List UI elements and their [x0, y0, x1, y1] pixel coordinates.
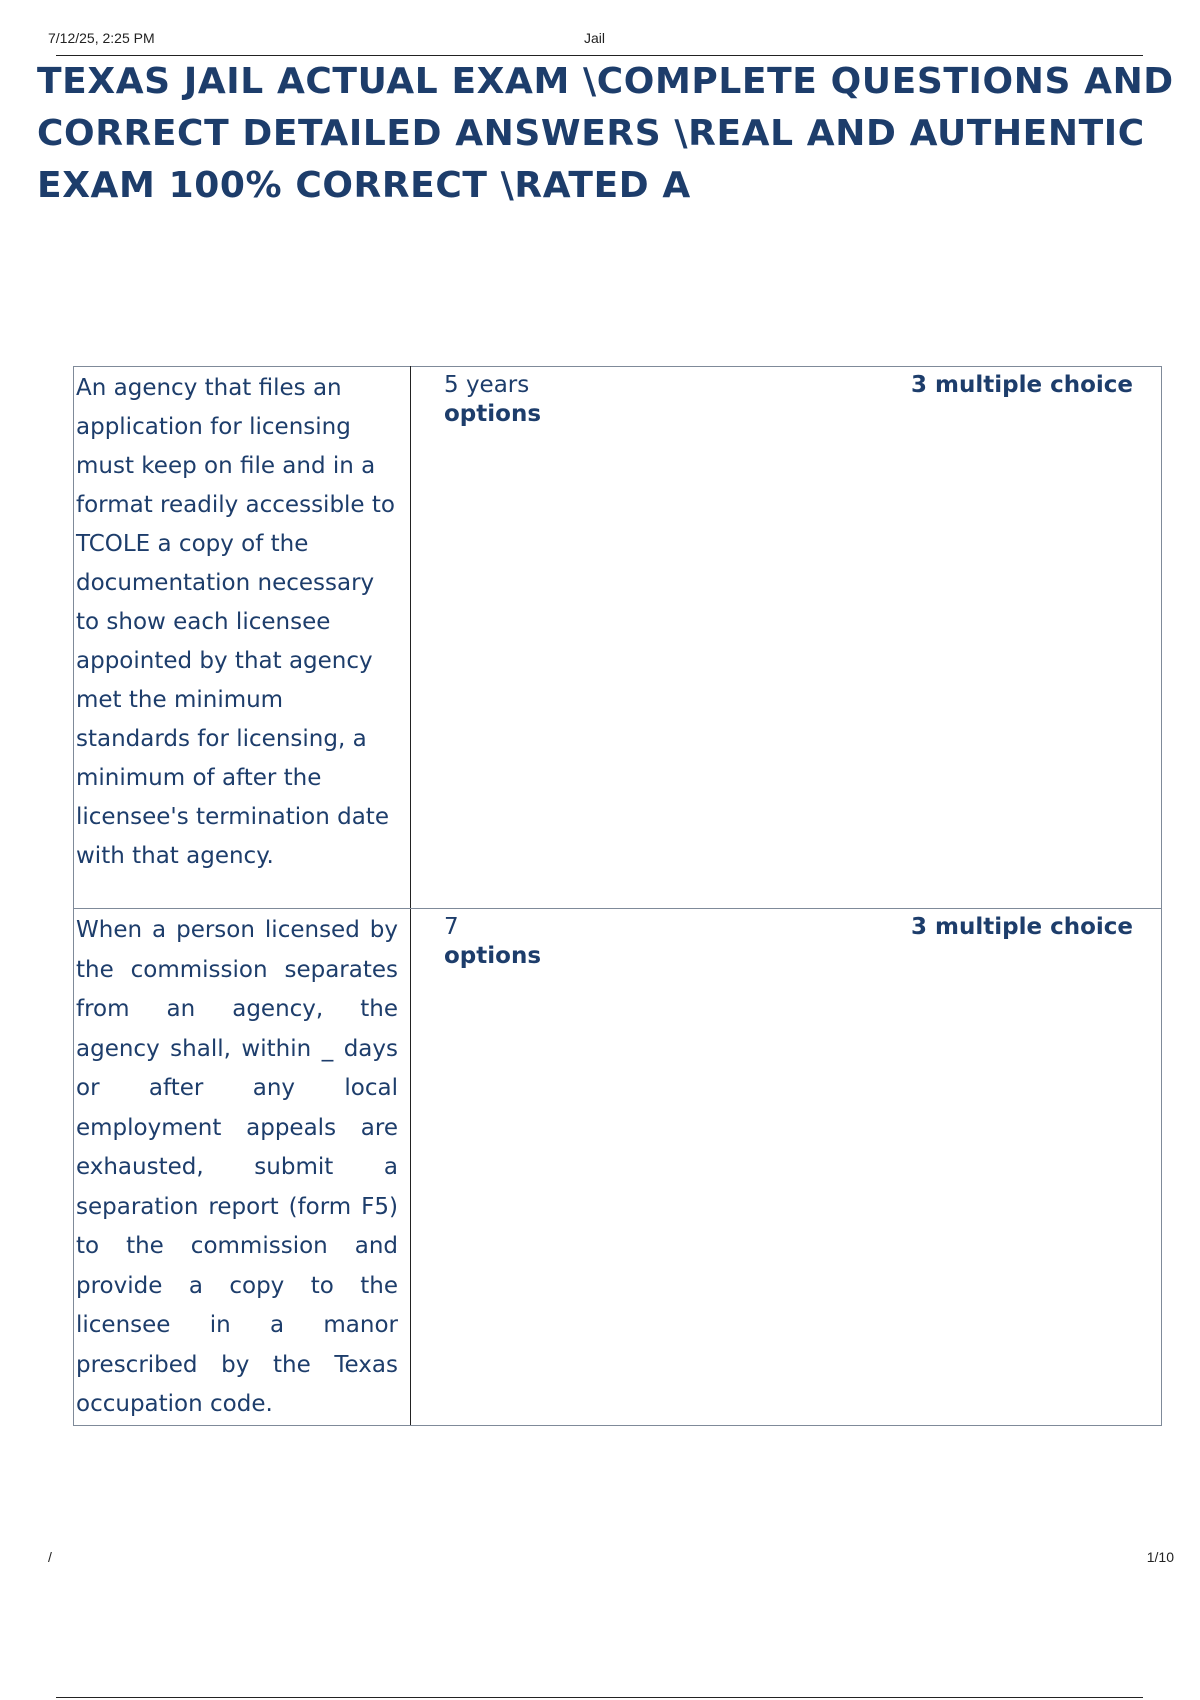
answer [444, 371, 541, 429]
question-type: 3 multiple choice [911, 372, 1133, 398]
question-text: When a person licensed by the commission separates from an agency, the agency shall, within _ days or after any local employment appeals are exhausted, submit a separation report (form F5) to the commission and provide a copy to the licensee in a manor prescribed by the Texas occupation code. [76, 917, 398, 1417]
answer-cell [411, 909, 1162, 1426]
question-cell [74, 909, 411, 1426]
document-title: TEXAS JAIL ACTUAL EXAM \COMPLETE QUESTIONS AND CORRECT DETAILED ANSWERS \REAL AND AUTHENTIC EXAM 100% CORRECT \RATED A [37, 61, 1174, 206]
print-page-title: Jail [584, 30, 606, 46]
question-cell [74, 367, 411, 909]
bottom-divider [56, 1697, 1143, 1698]
answer-value: 5 years [444, 372, 530, 398]
page-number: 1/10 [1146, 1549, 1174, 1565]
print-header [48, 28, 1174, 58]
qa-table [73, 366, 1162, 1426]
footer-url: / [48, 1549, 52, 1565]
print-date: 7/12/25, 2:25 PM [48, 30, 155, 46]
question-type: 3 multiple choice [911, 914, 1133, 940]
answer-options-label: options [444, 401, 542, 427]
question-text: An agency that files an application for licensing must keep on file and in a format readily accessible to TCOLE a copy of the documentation necessary to show each licensee appointed by that agency met the minimum standards for licensing, a minimum of after the licensee's termination date with that agency. [76, 375, 395, 869]
answer-value: 7 [444, 914, 459, 940]
answer [444, 913, 541, 971]
answer-cell [411, 367, 1162, 909]
table-row [74, 909, 1162, 1426]
table-row [74, 367, 1162, 909]
answer-options-label: options [444, 943, 542, 969]
